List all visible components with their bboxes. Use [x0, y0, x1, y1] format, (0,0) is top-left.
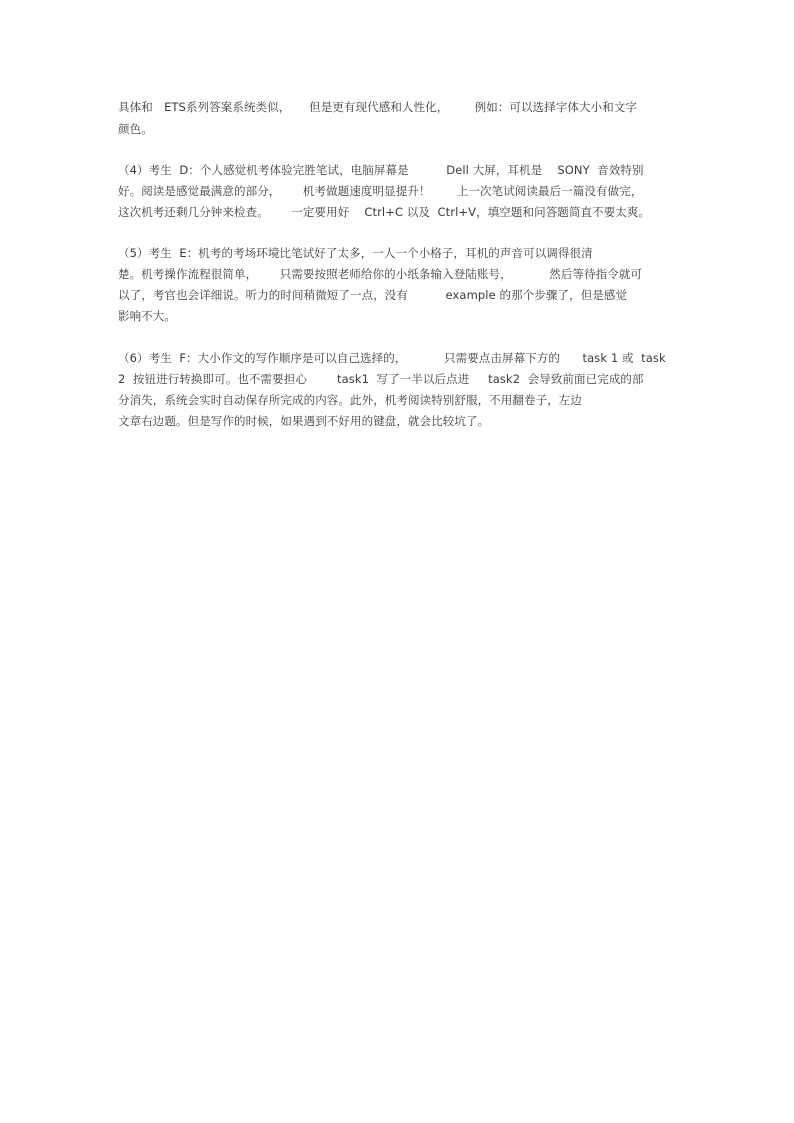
- paragraph-3-line-1: （5）考生 E：机考的考场环境比笔试好了太多，一人一个小格子，耳机的声音可以调得很清: [118, 246, 593, 260]
- paragraph-2-line-1: （4）考生 D：个人感觉机考体验完胜笔试，电脑屏幕是 Dell 大屏，耳机是 SONY 音效特别: [118, 163, 644, 177]
- paragraph-4-line-4: 文章右边题。但是写作的时候，如果遇到不好用的键盘，就会比较坑了。: [118, 414, 490, 428]
- paragraph-1-line-1: 具体和 ETS系列答案系统类似， 但是更有现代感和人性化， 例如：可以选择字体大小和文字: [118, 100, 638, 114]
- paragraph-2-line-3: 这次机考还剩几分钟来检查。 一定要用好 Ctrl+C 以及 Ctrl+V，填空题和问答题简直不要太爽。: [118, 205, 651, 219]
- paragraph-1-line-2: 颜色。: [118, 122, 153, 136]
- paragraph-3-line-2: 楚。机考操作流程很简单， 只需要按照老师给你的小纸条输入登陆账号， 然后等待指令就可: [118, 267, 643, 281]
- paragraph-2-line-2: 好。阅读是感觉最满意的部分， 机考做题速度明显提升！ 上一次笔试阅读最后一篇没有做完，: [118, 184, 643, 198]
- paragraph-3-line-4: 影响不大。: [118, 309, 176, 323]
- paragraph-4-line-1: （6）考生 F：大小作文的写作顺序是可以自己选择的， 只需要点击屏幕下方的 task 1 或 task: [118, 351, 666, 365]
- paragraph-4-line-3: 分消失，系统会实时自动保存所完成的内容。此外，机考阅读特别舒服，不用翻卷子，左边: [118, 393, 582, 407]
- paragraph-4-line-2: 2 按钮进行转换即可。也不需要担心 task1 写了一半以后点进 task2 会导致前面已完成的部: [118, 372, 644, 386]
- paragraph-3-line-3: 以了，考官也会详细说。听力的时间稍微短了一点，没有 example 的那个步骤了，但是感觉: [118, 288, 628, 302]
